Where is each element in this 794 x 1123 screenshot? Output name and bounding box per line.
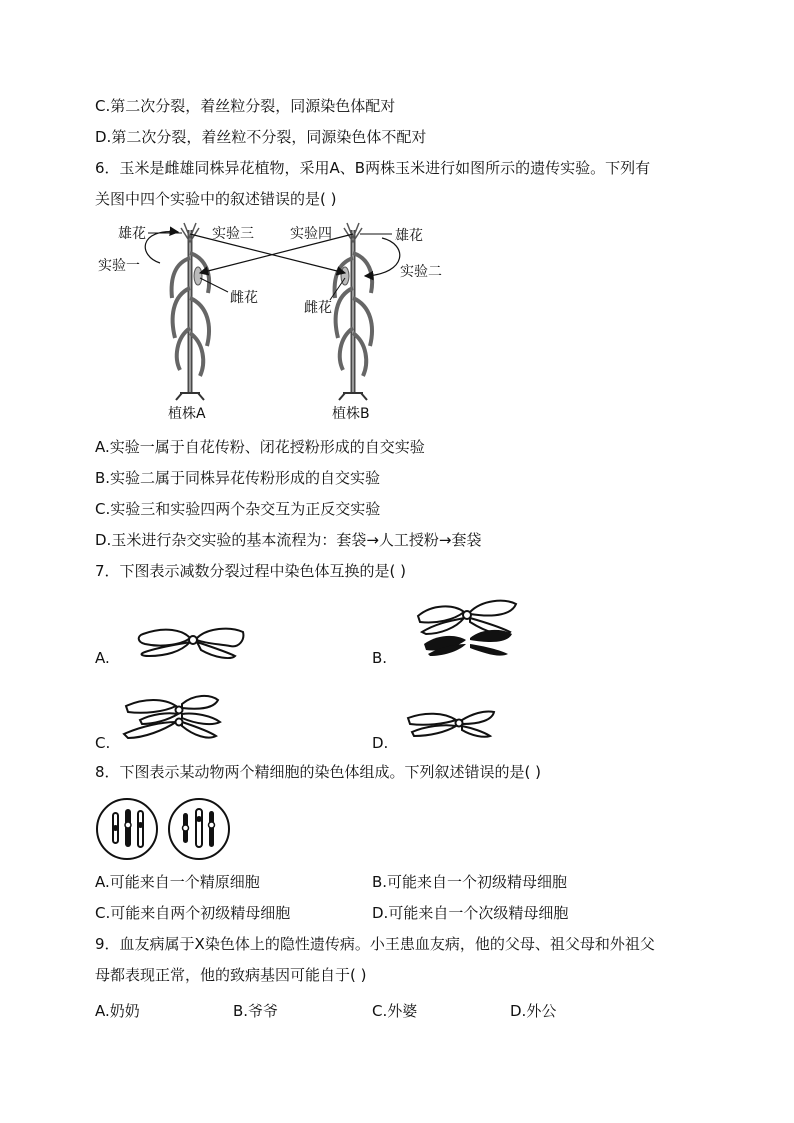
q6-stem-line1: 6．玉米是雌雄同株异花植物，采用A、B两株玉米进行如图所示的遗传实验。下列有 [95,159,651,177]
sperm-cell-1 [97,799,157,859]
corn-pollination-figure [90,218,470,430]
q6-stem-line2: 关图中四个实验中的叙述错误的是( ) [95,190,337,208]
q9-option-a: A.奶奶 [95,1002,140,1020]
q7-option-c-label: C. [95,734,111,752]
chromosome-figure-d [400,708,500,742]
q6-option-a: A.实验一属于自花传粉、闭花授粉形成的自交实验 [95,438,425,456]
chromosome-figure-c [120,692,225,742]
q8-option-c: C.可能来自两个初级精母细胞 [95,904,291,922]
chromosome-figure-b [412,596,522,658]
sperm-cell-2 [169,799,229,859]
plant-a-label: 植株A [168,406,206,422]
plant-b-label: 植株B [332,406,370,422]
q5-option-d: D.第二次分裂，着丝粒不分裂，同源染色体不配对 [95,128,427,146]
sperm-cells-figure [95,795,235,863]
q9-option-b: B.爷爷 [233,1002,279,1020]
female-flower-b-label: 雌花 [304,300,332,316]
male-flower-b-label: 雄花 [395,228,423,244]
q6-option-b: B.实验二属于同株异花传粉形成的自交实验 [95,469,381,487]
exp3-label: 实验三 [212,226,254,242]
q6-option-d: D.玉米进行杂交实验的基本流程为：套袋→人工授粉→套袋 [95,531,482,549]
plant-a-illustration [172,223,210,400]
exp2-label: 实验二 [400,264,442,280]
q6-option-c: C.实验三和实验四两个杂交互为正反交实验 [95,500,381,518]
q9-option-c: C.外婆 [372,1002,418,1020]
chromosome-figure-a [135,622,250,662]
q5-option-c: C.第二次分裂，着丝粒分裂，同源染色体配对 [95,97,396,115]
exp4-label: 实验四 [290,226,332,242]
q8-option-d: D.可能来自一个次级精母细胞 [372,904,569,922]
q8-stem: 8．下图表示某动物两个精细胞的染色体组成。下列叙述错误的是( ) [95,763,542,781]
q8-option-b: B.可能来自一个初级精母细胞 [372,873,568,891]
male-flower-a-label: 雄花 [118,226,146,242]
q7-option-b-label: B. [372,649,388,667]
q8-option-a: A.可能来自一个精原细胞 [95,873,260,891]
q9-option-d: D.外公 [510,1002,557,1020]
q7-option-a-label: A. [95,649,110,667]
q9-stem-line1: 9．血友病属于X染色体上的隐性遗传病。小王患血友病，他的父母、祖父母和外祖父 [95,935,655,953]
female-flower-a-label: 雌花 [230,290,258,306]
plant-b-illustration [335,223,373,400]
q7-option-d-label: D. [372,734,389,752]
q7-stem: 7．下图表示减数分裂过程中染色体互换的是( ) [95,562,407,580]
exp1-label: 实验一 [98,258,140,274]
q9-stem-line2: 母都表现正常，他的致病基因可能自于( ) [95,966,367,984]
